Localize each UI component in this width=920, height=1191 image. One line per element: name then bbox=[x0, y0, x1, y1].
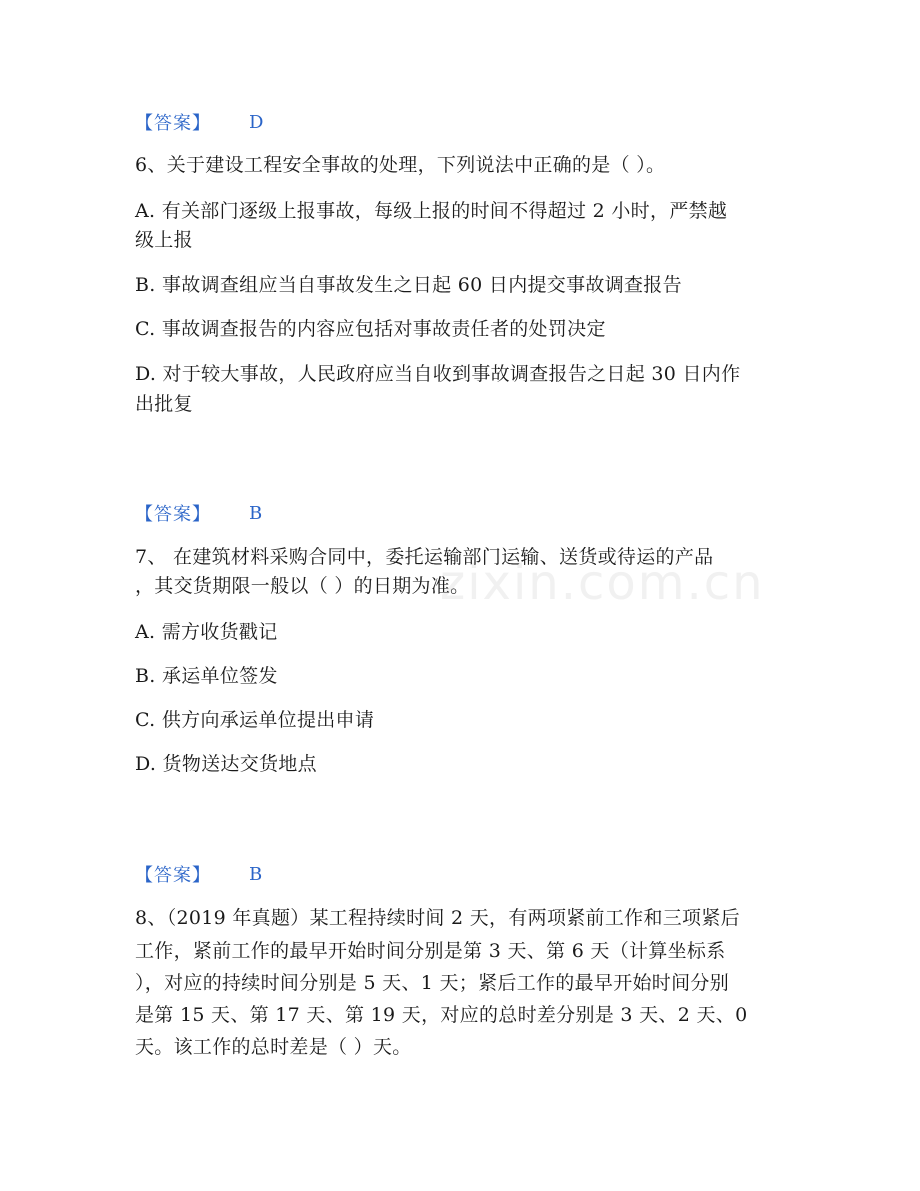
q6-option-b: B. 事故调查组应当自事故发生之日起 60 日内提交事故调查报告 bbox=[135, 274, 682, 296]
question-8-line-2: 工作，紧前工作的最早开始时间分别是第 3 天、第 6 天（计算坐标系 bbox=[135, 940, 726, 962]
watermark: zixin.com.cn bbox=[440, 555, 765, 611]
answer-row-q5 bbox=[135, 111, 795, 136]
q6-option-c: C. 事故调查报告的内容应包括对事故责任者的处罚决定 bbox=[135, 318, 606, 340]
q6-option-d-line-2: 出批复 bbox=[135, 393, 193, 415]
q7-option-a: A. 需方收货戳记 bbox=[135, 621, 278, 643]
question-7-line-2: ，其交货期限一般以（ ）的日期为准。 bbox=[135, 575, 470, 597]
answer-label: 【答案】 bbox=[135, 865, 211, 886]
answer-row-q6 bbox=[135, 502, 795, 527]
q6-option-d-line-1: D. 对于较大事故，人民政府应当自收到事故调查报告之日起 30 日内作 bbox=[135, 363, 741, 385]
q6-option-a-line-2: 级上报 bbox=[135, 229, 193, 251]
q6-option-a-line-1: A. 有关部门逐级上报事故，每级上报的时间不得超过 2 小时，严禁越 bbox=[135, 200, 728, 222]
question-8-line-1: 8、（2019 年真题）某工程持续时间 2 天，有两项紧前工作和三项紧后 bbox=[135, 907, 740, 929]
answer-value: B bbox=[249, 503, 263, 524]
answer-value: B bbox=[249, 864, 263, 885]
answer-label: 【答案】 bbox=[135, 504, 211, 525]
question-8-line-3: ），对应的持续时间分别是 5 天、1 天；紧后工作的最早开始时间分别 bbox=[135, 972, 729, 994]
question-8-line-4: 是第 15 天、第 17 天、第 19 天，对应的总时差分别是 3 天、2 天、0 bbox=[135, 1004, 748, 1026]
answer-row-q7 bbox=[135, 863, 795, 888]
q7-option-b: B. 承运单位签发 bbox=[135, 665, 278, 687]
answer-label: 【答案】 bbox=[135, 113, 211, 134]
question-7-line-1: 7、 在建筑材料采购合同中，委托运输部门运输、送货或待运的产品 bbox=[135, 546, 714, 568]
question-6-line-1: 6、关于建设工程安全事故的处理，下列说法中正确的是（ ）。 bbox=[135, 154, 666, 176]
question-8-line-5: 天。该工作的总时差是（ ）天。 bbox=[135, 1036, 412, 1058]
q7-option-d: D. 货物送达交货地点 bbox=[135, 753, 317, 775]
q7-option-c: C. 供方向承运单位提出申请 bbox=[135, 709, 375, 731]
answer-value: D bbox=[249, 112, 264, 133]
